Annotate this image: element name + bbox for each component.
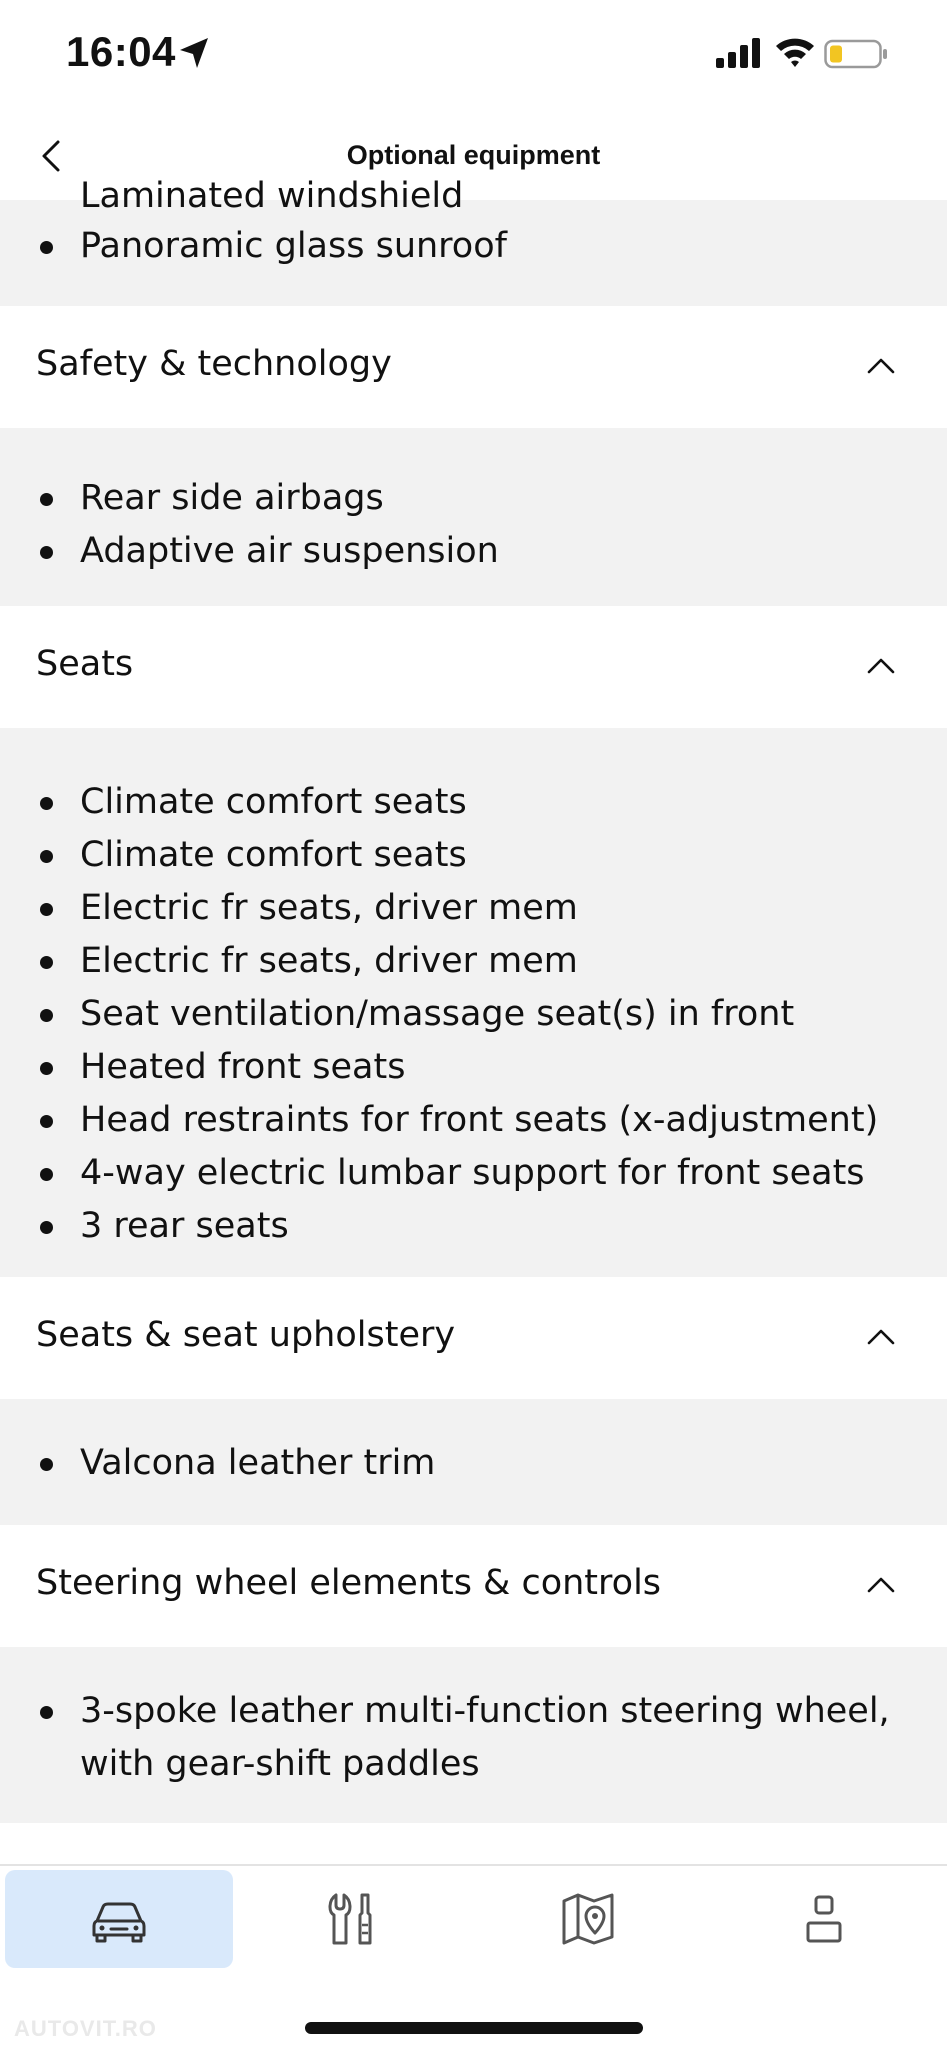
equipment-list[interactable]: [0, 176, 947, 1864]
list-item: 4-way electric lumbar support for front seats: [36, 1147, 911, 1200]
list-item: Seat ventilation/massage seat(s) in front: [36, 988, 911, 1041]
tab-vehicle[interactable]: [5, 1870, 233, 1968]
section-items-partial: [0, 176, 947, 306]
tab-profile[interactable]: [710, 1870, 938, 1968]
list-item: 3 rear seats: [36, 1200, 911, 1253]
location-arrow-icon: [178, 36, 210, 70]
list-item: Rear side airbags: [36, 472, 911, 525]
list-item: Electric fr seats, driver mem: [36, 882, 911, 935]
section-header-seat-upholstery[interactable]: [0, 1277, 947, 1399]
bottom-tab-bar: [0, 1864, 947, 2048]
cellular-signal-icon: [716, 38, 762, 68]
wrench-screwdriver-icon: [322, 1891, 382, 1947]
chevron-up-icon: [865, 1325, 897, 1347]
list-item: Electric fr seats, driver mem: [36, 935, 911, 988]
section-items-steering-wheel: [0, 1647, 947, 1823]
status-bar: [0, 0, 947, 110]
list-item: Climate comfort seats: [36, 776, 911, 829]
wifi-icon: [774, 34, 816, 68]
list-item: Climate comfort seats: [36, 829, 911, 882]
list-item: 3-spoke leather multi-function steering wheel, with gear-shift paddles: [36, 1685, 911, 1791]
section-header-safety-technology[interactable]: [0, 306, 947, 428]
car-icon: [89, 1891, 149, 1947]
section-items-seat-upholstery: [0, 1399, 947, 1525]
status-time: 16:04: [66, 28, 176, 75]
chevron-up-icon: [865, 654, 897, 676]
watermark: AUTOVIT.RO: [14, 2016, 157, 2041]
home-indicator[interactable]: [305, 2022, 643, 2034]
list-item: Panoramic glass sunroof: [36, 220, 507, 273]
section-items-seats: [0, 728, 947, 1277]
list-item: Adaptive air suspension: [36, 525, 911, 578]
list-item: Heated front seats: [36, 1041, 911, 1094]
section-title: Steering wheel elements & controls: [36, 1563, 662, 1603]
page-title: Optional equipment: [346, 140, 601, 170]
list-item: Laminated windshield: [80, 176, 464, 216]
section-title: Safety & technology: [36, 344, 392, 384]
section-title: Seats & seat upholstery: [36, 1315, 456, 1355]
tab-service[interactable]: [238, 1870, 466, 1968]
chevron-up-icon: [865, 354, 897, 376]
map-pin-icon: [558, 1891, 618, 1947]
section-title: Seats: [36, 644, 134, 684]
chevron-up-icon: [865, 1573, 897, 1595]
section-header-seats[interactable]: [0, 606, 947, 728]
battery-icon: [824, 38, 888, 70]
section-items-safety-technology: [0, 428, 947, 606]
person-icon: [794, 1891, 854, 1947]
list-item: Head restraints for front seats (x-adjustment): [36, 1094, 911, 1147]
list-item: Valcona leather trim: [36, 1437, 911, 1490]
tab-map[interactable]: [474, 1870, 702, 1968]
section-header-steering-wheel[interactable]: [0, 1525, 947, 1647]
